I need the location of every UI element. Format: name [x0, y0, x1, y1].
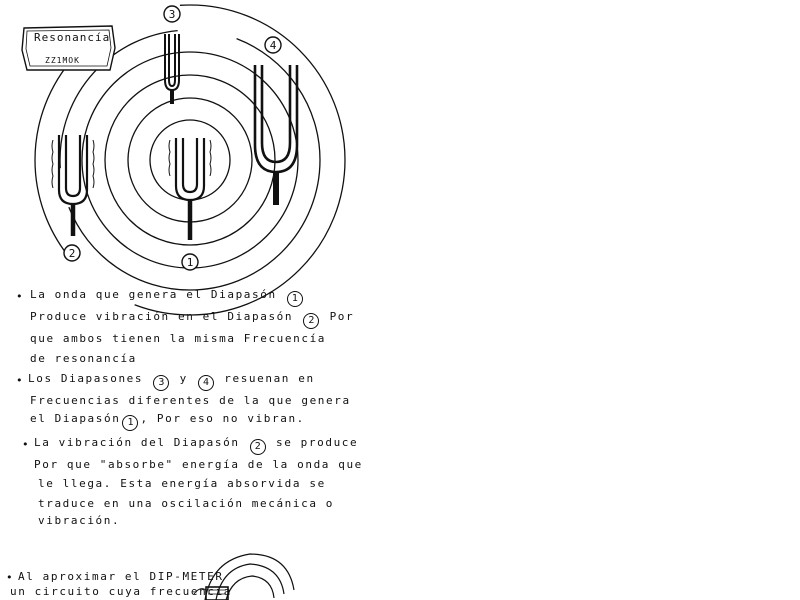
note-1-line-3: que ambos tienen la misma Frecuencía: [30, 332, 327, 345]
fork-label-3: [164, 6, 180, 22]
note-1-line-2: Produce vibración en el Diapasón 2 Por: [30, 310, 354, 329]
note-3-line-4: traduce en una oscilación mecánica o: [38, 497, 335, 510]
note-3-line-1: La vibración del Diapasón 2 se produce: [34, 436, 358, 455]
note-3-line-5: vibración.: [38, 514, 121, 527]
svg-text:3: 3: [168, 8, 176, 21]
ref-fork-3: 3: [153, 375, 169, 391]
note-1-line-1: La onda que genera el Diapasón 1: [30, 288, 305, 307]
tuning-fork-3: [165, 34, 179, 104]
svg-text:4: 4: [269, 39, 277, 52]
bottom-note-line-1: Al aproximar el DIP-METER: [18, 570, 224, 583]
note-2-line-1: Los Diapasones 3 y 4 resuenan en: [28, 372, 315, 391]
title-subtext: ZZ1MOK: [45, 56, 80, 65]
tuning-fork-4: [255, 65, 297, 205]
note-2-line-2: Frecuencias diferentes de la que genera: [30, 394, 351, 407]
ref-fork-1: 1: [122, 415, 138, 431]
tuning-fork-2: [52, 135, 94, 236]
bullet: •: [22, 438, 29, 451]
fork-label-2: [64, 245, 80, 261]
bottom-note-line-2: un circuito cuya frecuencia: [10, 585, 233, 598]
ref-fork-1: 1: [287, 291, 303, 307]
title-box: [22, 26, 115, 70]
title-text: Resonancía: [34, 31, 111, 44]
bullet: •: [6, 571, 13, 584]
ref-fork-4: 4: [198, 375, 214, 391]
tuning-fork-1: [169, 138, 211, 240]
bullet: •: [16, 290, 23, 303]
fork-label-4: [265, 37, 281, 53]
svg-text:2: 2: [68, 247, 76, 260]
fork-label-1: [182, 254, 198, 270]
note-3-line-3: le llega. Esta energía absorvida se: [38, 477, 326, 490]
note-1-line-4: de resonancía: [30, 352, 137, 365]
note-3-line-2: Por que "absorbe" energía de la onda que: [34, 458, 363, 471]
bullet: •: [16, 374, 23, 387]
ref-fork-2: 2: [250, 439, 266, 455]
ref-fork-2: 2: [303, 313, 319, 329]
note-2-line-3: el Diapasón 1 , Por eso no vibran.: [30, 412, 305, 431]
svg-text:1: 1: [186, 256, 194, 269]
